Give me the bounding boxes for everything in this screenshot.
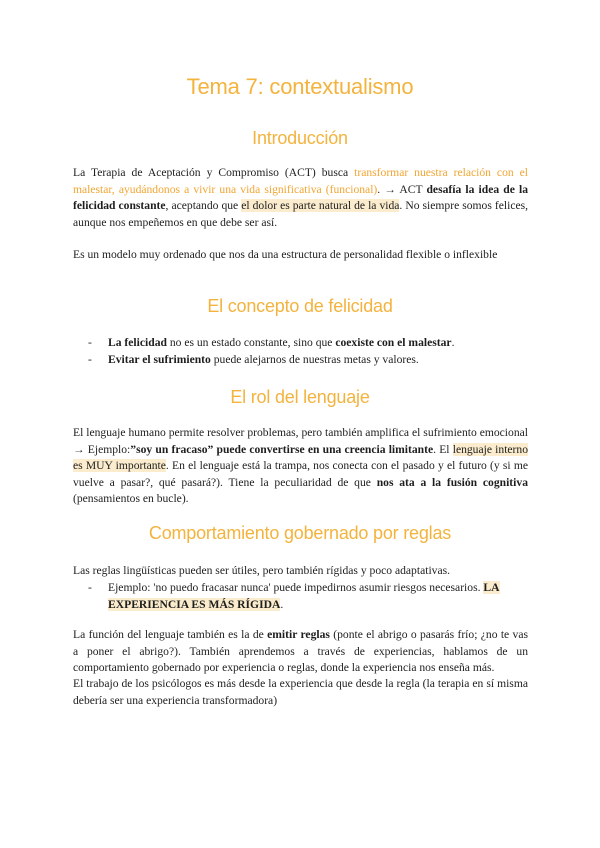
lenguaje-bold-ejemplo: ”soy un fracaso” puede convertirse en una creencia limitante: [130, 442, 434, 456]
intro-text-c: . → ACT: [377, 182, 427, 196]
bullet-text: Ejemplo: 'no puedo fracasar nunca' puede impedirnos asumir riesgos necesarios.: [108, 581, 484, 594]
heading-introduccion: Introducción: [252, 128, 348, 148]
intro-text-a: La Terapia de Aceptación y Compromiso (ACT) busca: [73, 166, 355, 179]
lenguaje-paragraph: [73, 425, 528, 508]
bullet-bold-highlight: LA EXPERIENCIA ES MÁS RÍGIDA: [108, 581, 500, 611]
bullet-text: .: [280, 597, 284, 611]
bullet-text: puede alejarnos de nuestras metas y valores.: [210, 352, 419, 366]
lenguaje-text-e: . En el lenguaje está la trampa, nos conecta con el pasado y el futuro (y si me vuelve a pasar?, qué pasará?). Tiene la peculiaridad de que: [73, 459, 528, 489]
lenguaje-text-c: . El: [433, 442, 453, 456]
intro-text-e: , aceptando que: [165, 199, 242, 212]
reglas-bold-emitir: emitir reglas: [267, 628, 330, 641]
reglas-text-c: (ponte el abrigo o pasarás frío; ¿no te vas a poner el abrigo?). También aprendemos a través de experiencias, hablamos de un comportamiento gobernado por experiencia o reglas, donde la experiencia nos enseña más.: [73, 628, 528, 674]
lenguaje-text-a: El lenguaje humano permite resolver problemas, pero también amplifica el sufrimiento emocional → Ejemplo:: [73, 426, 528, 456]
intro-paragraph: [73, 165, 528, 231]
reglas-paragraph-2: [73, 627, 528, 677]
intro-highlight-orange: transformar nuestra relación con el malestar, ayudándonos a vivir una vida significativa (funcional): [73, 166, 529, 196]
list-item: [88, 335, 528, 352]
bullet-bold: Evitar el sufrimiento: [108, 352, 211, 366]
page-title: Tema 7: contextualismo: [186, 74, 414, 99]
intro-paragraph-2: Es un modelo muy ordenado que nos da una estructura de personalidad flexible o inflexible: [73, 248, 498, 261]
lenguaje-text-g: (pensamientos en bucle).: [73, 492, 189, 505]
reglas-text-a: La función del lenguaje también es la de: [73, 628, 268, 641]
felicidad-list: [88, 335, 528, 368]
intro-text-g: . No siempre somos felices, aunque nos empeñemos en que debe ser así.: [73, 199, 529, 229]
list-item: [88, 580, 528, 613]
list-item: [88, 352, 528, 369]
reglas-paragraph-3: El trabajo de los psicólogos es más desde la experiencia que desde la regla (la terapia en sí misma debería ser una experiencia transformadora): [73, 677, 528, 707]
bullet-text: .: [451, 336, 455, 349]
heading-lenguaje: El rol del lenguaje: [230, 387, 370, 407]
lenguaje-bold-fusion: nos ata a la fusión cognitiva: [376, 475, 528, 489]
reglas-paragraph-1: Las reglas lingüísticas pueden ser útiles, pero también rígidas y poco adaptativas.: [73, 564, 451, 577]
reglas-list: [88, 580, 528, 613]
heading-reglas: Comportamiento gobernado por reglas: [148, 523, 452, 543]
bullet-bold: coexiste con el malestar: [335, 336, 452, 349]
bullet-text: no es un estado constante, sino que: [166, 336, 336, 349]
bullet-bold: La felicidad: [108, 336, 167, 349]
heading-felicidad: El concepto de felicidad: [207, 296, 393, 316]
intro-bold-felicidad: desafía la idea de la felicidad constante: [73, 182, 528, 212]
intro-highlight-dolor: el dolor es parte natural de la vida: [241, 199, 400, 212]
lenguaje-highlight: lenguaje interno es MUY importante: [73, 442, 529, 472]
